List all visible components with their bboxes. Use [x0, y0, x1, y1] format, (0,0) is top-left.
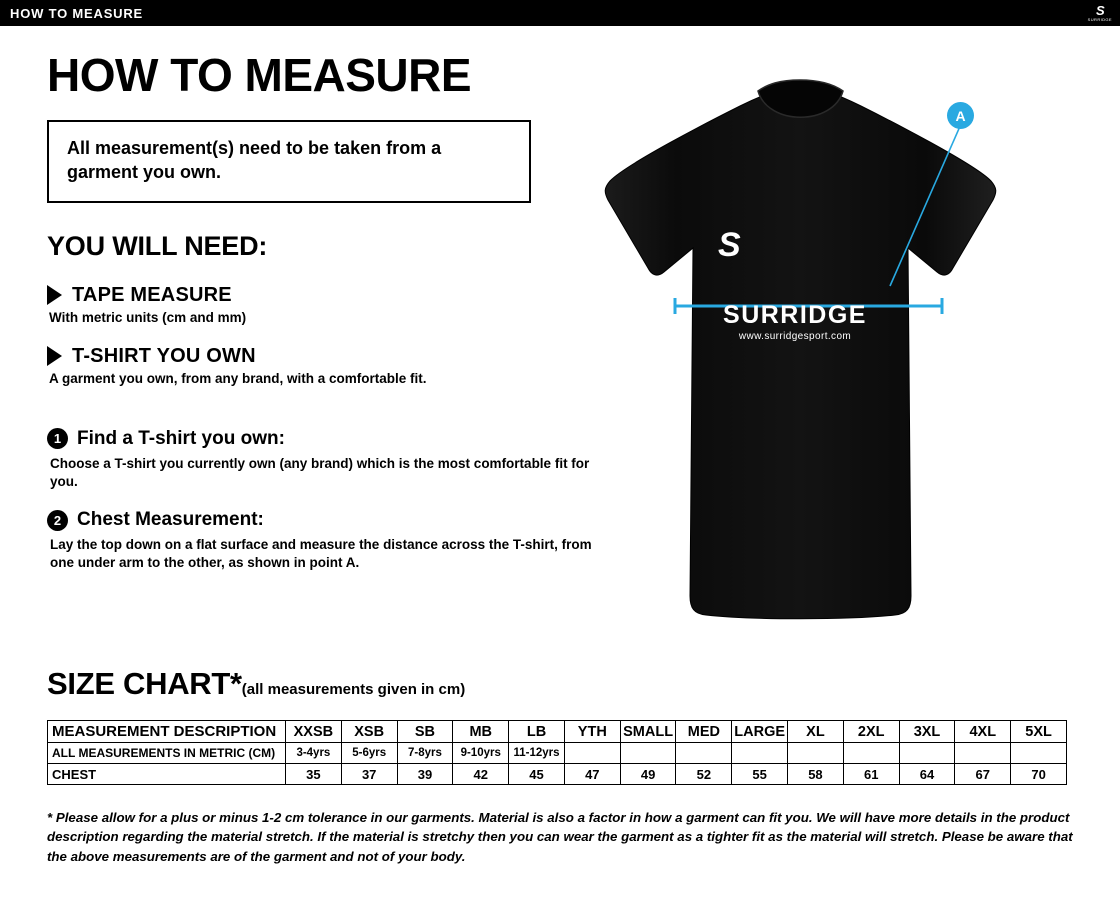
need-item-tape-measure	[47, 284, 617, 325]
size-chart-subtitle: (all measurements given in cm)	[241, 681, 466, 698]
table-cell: 9-10yrs	[453, 743, 509, 764]
you-will-need-heading: YOU WILL NEED:	[47, 230, 268, 261]
step-body: Lay the top down on a flat surface and measure the distance across the T-shirt, from one under arm to the other, as shown in point A.	[50, 537, 592, 571]
surridge-swoosh-icon: S	[1096, 3, 1104, 18]
table-cell: 45	[509, 764, 565, 785]
table-header-cell: XL	[788, 721, 844, 743]
triangle-bullet-icon	[47, 346, 62, 366]
table-cell: 37	[341, 764, 397, 785]
table-header-cell: MED	[676, 721, 732, 743]
table-cell: 61	[843, 764, 899, 785]
top-bar-title: HOW TO MEASURE	[10, 5, 144, 21]
table-header-cell: XSB	[341, 721, 397, 743]
need-label: T-SHIRT YOU OWN	[72, 344, 256, 367]
shirt-chest-logo-icon: S	[718, 226, 738, 264]
table-cell: 42	[453, 764, 509, 785]
table-cell: 49	[620, 764, 676, 785]
page-title: HOW TO MEASURE	[47, 49, 472, 101]
spacer	[47, 406, 617, 428]
shirt-website-text: www.surridgesport.com	[738, 331, 852, 342]
table-cell	[955, 743, 1011, 764]
table-cell: 55	[732, 764, 788, 785]
need-sub-text: With metric units (cm and mm)	[49, 309, 247, 325]
shirt-wordmark	[675, 301, 915, 342]
top-bar	[0, 0, 1120, 26]
need-sub-text: A garment you own, from any brand, with a comfortable fit.	[49, 370, 427, 386]
table-header-cell: MB	[453, 721, 509, 743]
table-row	[48, 764, 1067, 785]
table-cell: 58	[788, 764, 844, 785]
table-cell: 64	[899, 764, 955, 785]
size-chart-heading	[47, 666, 1077, 702]
table-header-cell: MEASUREMENT DESCRIPTION	[48, 721, 286, 743]
callout-marker-a: A	[947, 102, 974, 129]
step-number-badge: 1	[47, 428, 68, 449]
step-chest-measurement	[47, 509, 617, 572]
step-number-badge: 2	[47, 510, 68, 531]
size-chart-title: SIZE CHART	[47, 666, 231, 701]
table-cell: 35	[286, 764, 342, 785]
shirt-body	[605, 84, 996, 619]
need-label: TAPE MEASURE	[72, 283, 232, 306]
step-title: Chest Measurement:	[77, 509, 264, 531]
table-cell	[843, 743, 899, 764]
table-header-cell: 5XL	[1011, 721, 1067, 743]
need-head	[47, 284, 617, 307]
table-cell: 70	[1011, 764, 1067, 785]
table-row-label: CHEST	[48, 764, 286, 785]
table-header-cell: LARGE	[732, 721, 788, 743]
table-row	[48, 743, 1067, 764]
table-cell	[732, 743, 788, 764]
instructions-column	[47, 49, 617, 590]
surridge-logo	[1088, 4, 1120, 22]
triangle-bullet-icon	[47, 285, 62, 305]
step-head	[47, 428, 617, 450]
table-cell	[676, 743, 732, 764]
need-head	[47, 345, 617, 368]
page-body	[0, 26, 1120, 913]
step-title: Find a T-shirt you own:	[77, 427, 285, 449]
callout-box	[47, 120, 531, 203]
table-header-cell: LB	[509, 721, 565, 743]
table-cell	[620, 743, 676, 764]
table-cell: 11-12yrs	[509, 743, 565, 764]
step-find-tshirt	[47, 428, 617, 491]
step-body: Choose a T-shirt you currently own (any brand) which is the most comfortable fit for you.	[50, 455, 590, 489]
footnote-text: * Please allow for a plus or minus 1-2 cm tolerance in our garments. Material is also a factor in how a garment can fit you. We will have more details in the product description regarding the material stretch. If the material is stretchy then you can wear the garment as a tighter fit as the material will stretch. Please be aware that the above measurements are of the garment and not of your body.	[47, 810, 1073, 864]
table-header-cell: XXSB	[286, 721, 342, 743]
table-cell: 7-8yrs	[397, 743, 453, 764]
size-chart-star: *	[230, 666, 242, 701]
table-header-cell: SMALL	[620, 721, 676, 743]
table-cell: 52	[676, 764, 732, 785]
table-cell: 39	[397, 764, 453, 785]
need-item-tshirt	[47, 345, 617, 386]
table-header-cell: 2XL	[843, 721, 899, 743]
table-row-label: ALL MEASUREMENTS IN METRIC (CM)	[48, 743, 286, 764]
table-cell: 5-6yrs	[341, 743, 397, 764]
callout-text: All measurement(s) need to be taken from a garment you own.	[67, 138, 442, 183]
table-cell	[1011, 743, 1067, 764]
table-header-cell: 3XL	[899, 721, 955, 743]
tshirt-illustration	[590, 36, 1090, 656]
size-chart-table	[47, 720, 1067, 785]
shirt-brand-name: SURRIDGE	[723, 301, 867, 329]
size-chart-section	[47, 666, 1077, 785]
tshirt-graphic	[590, 36, 1090, 656]
step-head	[47, 509, 617, 531]
table-cell	[788, 743, 844, 764]
table-cell	[564, 743, 620, 764]
table-header-cell: 4XL	[955, 721, 1011, 743]
table-cell: 47	[564, 764, 620, 785]
table-cell	[899, 743, 955, 764]
table-cell: 3-4yrs	[286, 743, 342, 764]
table-header-cell: YTH	[564, 721, 620, 743]
surridge-brand-text: SURRIDGE	[1087, 17, 1112, 22]
table-header-row	[48, 721, 1067, 743]
table-header-cell: SB	[397, 721, 453, 743]
table-cell: 67	[955, 764, 1011, 785]
